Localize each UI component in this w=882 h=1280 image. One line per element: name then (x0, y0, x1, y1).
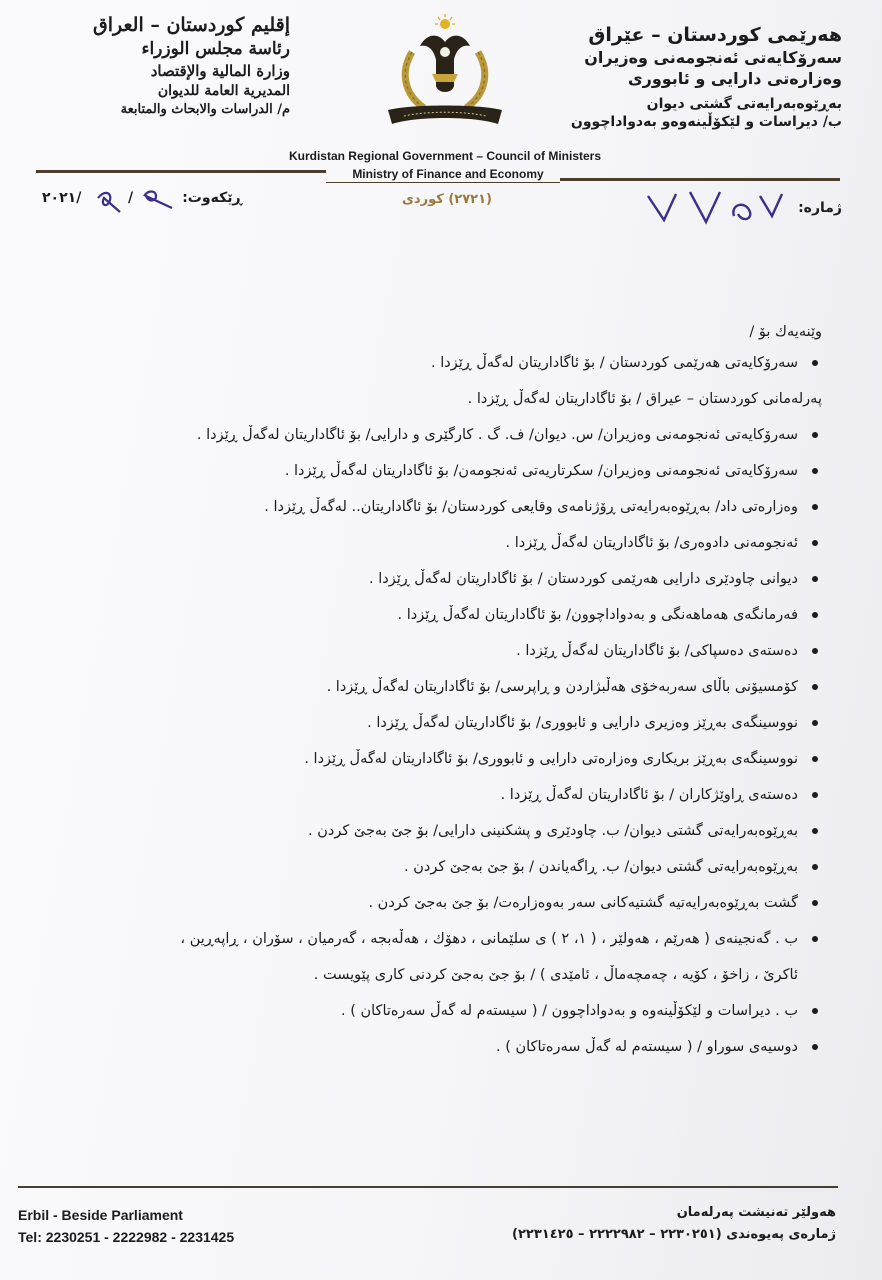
list-item (182, 852, 822, 888)
bullet-icon (808, 528, 822, 558)
kurdish-header (542, 24, 842, 130)
arabic-header-line: إقليم كوردستان – العراق (92, 14, 290, 36)
bullet-icon (808, 816, 822, 846)
list-item-text: فەرمانگەی هەماهەنگی و بەدواداچوون/ بۆ ئاگاداریتان لەگەڵ ڕێزدا . (397, 607, 798, 623)
list-item-text: نووسینگەی بەڕێز بریکاری وەزارەتی دارایی و ئابووری/ بۆ ئاگاداریتان لەگەڵ ڕێزدا . (304, 751, 798, 767)
kurdish-header-line: ب/ دیراسات و لێکۆڵینەوەو بەدواداچوون (570, 114, 842, 130)
bullet-icon (808, 672, 822, 702)
list-item (182, 420, 822, 456)
list-item (182, 816, 822, 852)
list-item-text: ب . گەنجینەی ( هەرێم ، هەولێر ، ( ١، ٢ ) ی سلێمانی ، دهۆك ، هەڵەبجە ، گەرمیان ، سۆران ، ڕاپەڕین ، (180, 931, 798, 947)
list-item-text: نووسینگەی بەڕێز وەزیری دارایی و ئابووری/ بۆ ئاگاداریتان لەگەڵ ڕێزدا . (367, 715, 798, 731)
arabic-header-line: رئاسة مجلس الوزراء (141, 39, 290, 59)
list-item-text: سەرۆکایەتی ئەنجومەنی وەزیران/ سکرتاریەتی ئەنجومەن/ بۆ ئاگاداریتان لەگەڵ ڕێزدا . (284, 463, 798, 479)
svg-text:٢٠٢١/: ٢٠٢١/ (42, 190, 82, 206)
arabic-header-line: م/ الدراسات والابحاث والمتابعة (120, 102, 290, 117)
handwritten-number (642, 186, 790, 226)
svg-text:/: / (128, 190, 134, 206)
bullet-icon (808, 492, 822, 522)
bullet-icon (808, 348, 822, 378)
bullet-icon (808, 1032, 822, 1062)
list-item (182, 672, 822, 708)
list-item-text: وەزارەتی داد/ بەڕێوەبەرایەتی ڕۆژنامەی وقایعی کوردستان/ بۆ ئاگاداریتان.. لەگەڵ ڕێزدا . (264, 499, 798, 515)
bullet-icon (808, 708, 822, 738)
bullet-icon (808, 996, 822, 1026)
list-item-text: دوسیەی سوراو / ( سیستەم لە گەڵ سەرەتاکان ) . (495, 1039, 798, 1055)
list-item-text: سەرۆکایەتی ئەنجومەنی وەزیران/ س. دیوان/ ف. گ . کارگێری و دارایی/ بۆ ئاگاداریتان لەگەڵ ڕێزدا . (196, 427, 798, 443)
krg-eagle-emblem-icon (382, 12, 508, 132)
greeting: وێنەیەك بۆ / (749, 324, 822, 340)
footer-rule (18, 1186, 838, 1188)
bullet-icon (808, 456, 822, 486)
list-item (182, 564, 822, 600)
list-item (182, 708, 822, 744)
date-label: ڕێکەوت: (182, 190, 242, 206)
bullet-icon (808, 600, 822, 630)
kurdish-year-stamp: (٢٧٢١) کوردی (402, 192, 492, 207)
footer-address-line: Erbil - Beside Parliament (18, 1207, 183, 1223)
list-item (182, 636, 822, 672)
list-item-text: گشت بەڕێوەبەرایەتیە گشتیەکانی سەر بەوەزارەت/ بۆ جێ بەجێ کردن . (368, 895, 798, 911)
list-item (182, 1032, 822, 1068)
bullet-icon (808, 888, 822, 918)
bullet-icon (808, 924, 822, 954)
list-item-text: دەستەی دەسپاکی/ بۆ ئاگاداریتان لەگەڵ ڕێزدا . (516, 643, 798, 659)
list-item-text: کۆمسیۆنی باڵای سەربەخۆی هەڵبژاردن و ڕاپرسی/ بۆ ئاگاداریتان لەگەڵ ڕێزدا . (326, 679, 798, 695)
header-rule-left (36, 170, 326, 173)
list-item-text: بەڕێوەبەرایەتی گشتی دیوان/ ب. چاودێری و پشکنینی دارایی/ بۆ جێ بەجێ کردن . (308, 823, 798, 839)
list-item (182, 744, 822, 780)
list-item (182, 348, 822, 384)
list-item-text: سەرۆکایەتی هەرێمی کوردستان / بۆ ئاگاداریتان لەگەڵ ڕێزدا . (431, 355, 798, 371)
handwritten-date (40, 182, 190, 218)
bullet-icon (808, 780, 822, 810)
bullet-icon (808, 852, 822, 882)
bullet-icon (808, 744, 822, 774)
bullet-icon (808, 636, 822, 666)
list-item (182, 780, 822, 816)
english-header-line: Kurdistan Regional Government – Council of Ministers (288, 149, 602, 163)
kurdish-header-line: وەزارەتی دارایی و ئابووری (627, 69, 842, 88)
header-rule-right (560, 178, 840, 181)
english-header-line: Ministry of Finance and Economy (352, 167, 544, 181)
recipient-list (182, 348, 822, 1068)
list-item-text: بەڕێوەبەرایەتی گشتی دیوان/ ب. ڕاگەیاندن / بۆ جێ بەجێ کردن . (404, 859, 798, 875)
list-item-text: دیوانی چاودێری دارایی هەرێمی کوردستان / بۆ ئاگاداریتان لەگەڵ ڕێزدا . (369, 571, 798, 587)
bullet-icon (808, 420, 822, 450)
kurdish-header-line: سەرۆکایەتی ئەنجومەنی وەزیران (584, 48, 842, 67)
header-rule-center (326, 182, 560, 183)
list-item (182, 528, 822, 564)
footer-phone-line: Tel: 2230251 - 2222982 - 2231425 (18, 1229, 235, 1245)
list-item (182, 384, 822, 420)
list-item-text: دەستەی ڕاوێژکاران / بۆ ئاگاداریتان لەگەڵ ڕێزدا . (500, 787, 798, 803)
list-item-text: ئاکرێ ، زاخۆ ، کۆیە ، چەمچەماڵ ، ئامێدی ) / بۆ جێ بەجێ کردنی کاری پێویست . (313, 967, 798, 983)
footer-phone-line: ژمارەی پەیوەندی (٢٢٣٠٢٥١ – ٢٢٢٢٩٨٢ – ٢٢٣١٤٢٥) (512, 1227, 836, 1242)
bullet-icon (808, 564, 822, 594)
list-item (182, 924, 822, 960)
list-item (182, 600, 822, 636)
list-item-text: ب . دیراسات و لێکۆڵینەوە و بەدواداچوون / ( سیستەم لە گەڵ سەرەتاکان ) . (341, 1003, 798, 1019)
list-item (182, 996, 822, 1032)
list-item (182, 888, 822, 924)
list-item (182, 492, 822, 528)
arabic-header-line: المديرية العامة للديوان (157, 83, 290, 99)
arabic-header-line: وزارة المالية والإقتصاد (150, 62, 290, 80)
kurdish-header-line: هەرێمی کوردستان – عێراق (588, 24, 842, 46)
footer-address-en (18, 1204, 234, 1248)
list-item (182, 456, 822, 492)
number-label: ژمارە: (798, 200, 842, 216)
list-item (182, 960, 822, 996)
footer-address-line: هەولێر تەنیشت پەرلەمان (676, 1205, 836, 1220)
list-item-text: ئەنجومەنی دادوەری/ بۆ ئاگاداریتان لەگەڵ ڕێزدا . (505, 535, 798, 551)
letter-body (182, 324, 822, 1068)
footer-address-ku (512, 1202, 836, 1246)
arabic-header (72, 14, 290, 117)
kurdish-header-line: بەڕێوەبەرایەتی گشتی دیوان (646, 96, 842, 112)
list-item-text: پەرلەمانی کوردستان – عیراق / بۆ ئاگاداریتان لەگەڵ ڕێزدا . (467, 391, 822, 407)
